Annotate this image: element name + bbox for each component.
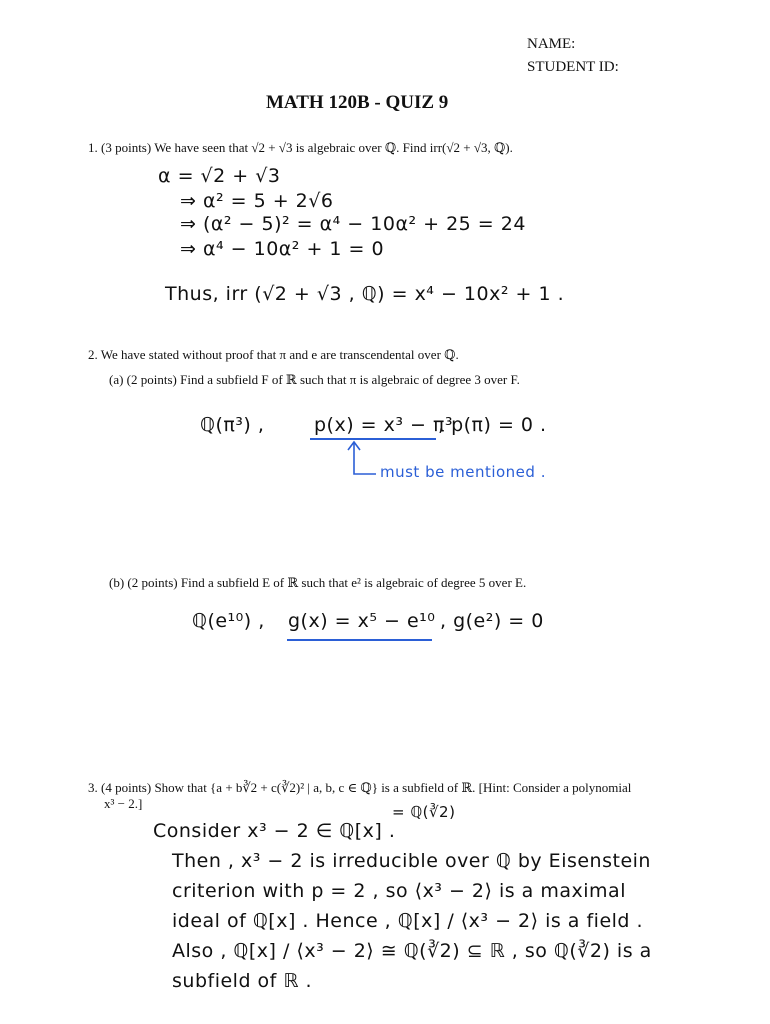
q2a-polynomial: p(x) = x³ − π³ <box>314 414 454 436</box>
q2b-prompt: (b) (2 points) Find a subfield E of ℝ such that e² is algebraic of degree 5 over E. <box>109 575 527 590</box>
q1-prompt: 1. (3 points) We have seen that √2 + √3 is algebraic over ℚ. Find irr(√2 + √3, ℚ). <box>88 140 513 155</box>
name-label: NAME: <box>527 36 576 52</box>
q1-work-line: ⇒ α² = 5 + 2√6 <box>180 190 334 212</box>
q3-prompt-line1: 3. (4 points) Show that {a + b∛2 + c(∛2)² | a, b, c ∈ ℚ} is a subfield of ℝ. [Hint: Consider a polynomial <box>88 780 632 795</box>
q2b-polynomial: g(x) = x⁵ − e¹⁰ <box>288 610 436 632</box>
q2-prompt: 2. We have stated without proof that π and e are transcendental over ℚ. <box>88 347 459 362</box>
q2b-root: , g(e²) = 0 <box>440 610 544 632</box>
q3-work-line: Consider x³ − 2 ∈ ℚ[x] . <box>153 820 396 842</box>
q2a-prompt: (a) (2 points) Find a subfield F of ℝ such that π is algebraic of degree 3 over F. <box>109 372 520 387</box>
q2b-underline <box>287 639 432 641</box>
q2a-root: , p(π) = 0 . <box>438 414 547 436</box>
q3-work-line: criterion with p = 2 , so ⟨x³ − 2⟩ is a maximal <box>172 880 626 902</box>
student-id-label: STUDENT ID: <box>527 59 619 75</box>
q3-work-line: ideal of ℚ[x] . Hence , ℚ[x] / ⟨x³ − 2⟩ is a field . <box>172 910 644 932</box>
page-title: MATH 120B - QUIZ 9 <box>266 92 449 113</box>
q1-work-line: ⇒ (α² − 5)² = α⁴ − 10α² + 25 = 24 <box>180 213 526 235</box>
arrow-icon <box>340 440 380 482</box>
q3-prompt-line2: x³ − 2.] <box>104 796 143 811</box>
q3-work-line: subfield of ℝ . <box>172 970 313 992</box>
q3-work-line: Then , x³ − 2 is irreducible over ℚ by Eisenstein <box>172 850 651 872</box>
q1-work-line: ⇒ α⁴ − 10α² + 1 = 0 <box>180 238 385 260</box>
q2a-field: ℚ(π³) , <box>200 414 265 436</box>
q1-work-line: α = √2 + √3 <box>158 165 281 187</box>
q2b-field: ℚ(e¹⁰) , <box>192 610 265 632</box>
q2a-note: must be mentioned . <box>380 463 546 481</box>
q3-work-line: Also , ℚ[x] / ⟨x³ − 2⟩ ≅ ℚ(∛2) ⊆ ℝ , so ℚ(∛2) is a <box>172 940 652 962</box>
q3-annotation: = ℚ(∛2) <box>392 803 456 821</box>
q1-answer: Thus, irr (√2 + √3 , ℚ) = x⁴ − 10x² + 1 . <box>165 283 565 305</box>
